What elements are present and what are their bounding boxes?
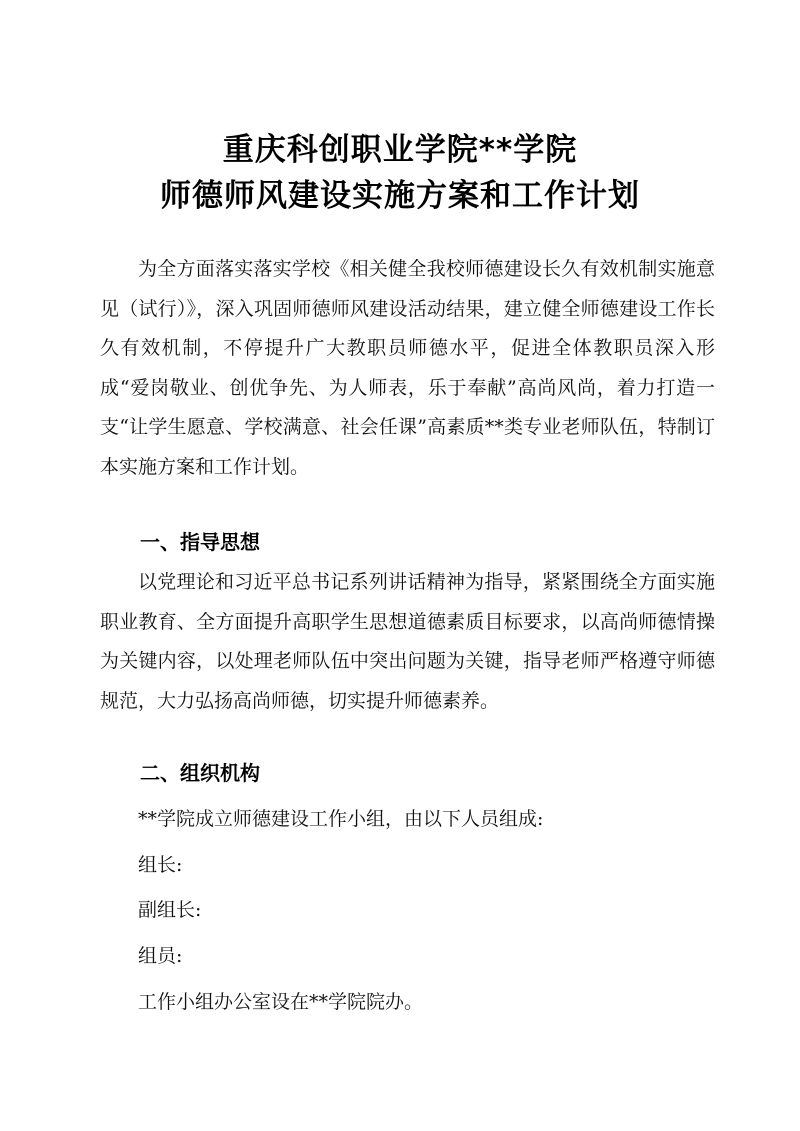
section-body-guiding-ideology: 以党理论和习近平总书记系列讲话精神为指导，紧紧围绕全方面实施职业教育、全方面提升高职学生思想道德素质目标要求，以高尚师德情操为关键内容，以处理老师队伍中突出问题为关键，指导老师严格遵守师德规范，大力弘扬高尚师德，切实提升师德素养。 [100, 571, 715, 712]
document-title-line1: 重庆科创职业学院**学院 [222, 132, 578, 168]
section-heading-organization: 二、组织机构 [140, 761, 260, 785]
group-leader-line: 组长: [138, 854, 183, 876]
intro-paragraph: 为全方面落实落实学校《相关健全我校师德建设长久有效机制实施意见（试行）》，深入巩固师德师风建设活动结果，建立健全师德建设工作长久有效机制，不停提升广大教职员师德水平，促进全体教职员深入形成“爱岗敬业、创优争先、为人师表，乐于奉献”高尚风尚，着力打造一支“让学生愿意、学校满意、社会任课”高素质**类专业老师队伍，特制订本实施方案和工作计划。 [100, 258, 715, 478]
deputy-group-leader-line: 副组长: [138, 899, 202, 921]
section-heading-guiding-ideology: 一、指导思想 [140, 530, 260, 554]
group-members-line: 组员: [138, 945, 183, 967]
office-location-line: 工作小组办公室设在**学院院办。 [138, 991, 424, 1013]
organization-intro-line: **学院成立师德建设工作小组，由以下人员组成: [138, 808, 544, 830]
document-title-line2: 师德师风建设实施方案和工作计划 [160, 178, 640, 214]
